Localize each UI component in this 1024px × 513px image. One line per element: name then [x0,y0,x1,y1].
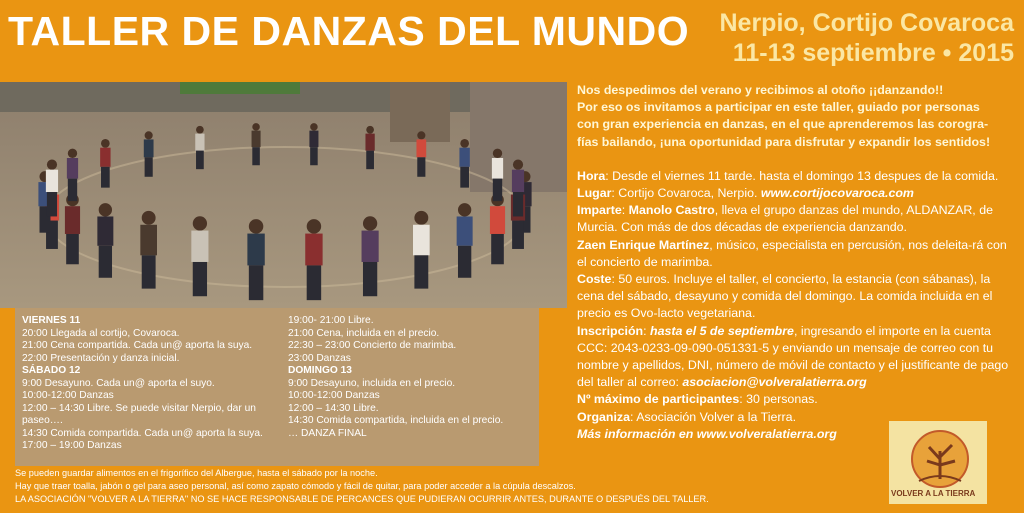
dance-circle-photo [0,82,567,308]
website-link[interactable]: www.cortijocovaroca.com [760,186,914,201]
schedule-entry: 9:00 Desayuno. Cada un@ aporta el suyo. [22,377,215,389]
intro-line: Nos despedimos del verano y recibimos al otoño ¡¡danzando!! [577,83,944,97]
schedule-box [15,308,539,466]
schedule-day-heading: SÁBADO 12 [22,365,81,376]
schedule-entry: 10:00-12:00 Danzas [288,390,380,401]
info-max: Nº máximo de participantes: 30 personas. [577,392,818,407]
schedule-day-heading: DOMINGO 13 [288,365,352,376]
event-dates: 11-13 septiembre • 2015 [732,39,1014,67]
info-lugar: Lugar: Cortijo Covaroca, Nerpio. www.cortijocovaroca.com [577,186,914,201]
intro-line: Por eso os invitamos a participar en este taller, guiado por personas [577,100,980,115]
schedule-entry: 19:00- 21:00 Libre. [288,315,374,326]
schedule-entry: 10:00-12:00 Danzas [22,390,114,401]
info-coste: Coste: 50 euros. Incluye el taller, el concierto, la estancia (con sábanas), la cena del sábado, desayuno y comida del domingo. La comida incluida en el precio es Ovo-lacto vegetariana. [577,272,993,321]
footer-notes [15,467,709,506]
page-title: TALLER DE DANZAS DEL MUNDO [8,8,690,54]
more-info-link[interactable]: Más información en www.volveralatierra.org [577,426,837,441]
info-inscripcion: Inscripción: hasta el 5 de septiembre, ingresando el importe en la cuenta CCC: 2043-0233-09-090-051331-5 y enviando un mensaje de correo con tu nombre y apellidos, DNI, número de móvil de contacto y el justificante de pago del taller al correo: asociacion@volveralatierra.org [577,323,1009,390]
footer-note: Hay que traer toalla, jabón o gel para aseo personal, así como zapato cómodo y fácil de quitar, para poder acceder a la cúpula descalzos. [15,481,576,491]
info-organiza: Organiza: Asociación Volver a la Tierra. [577,409,797,424]
schedule-entry: 22:00 Presentación y danza inicial. [22,352,180,364]
schedule-entry: 17:00 – 19:00 Danzas [22,440,122,451]
schedule-entry: 12:00 – 14:30 Libre. [288,402,379,414]
schedule-entry: 14:30 Comida compartida. Cada un@ aporta la suya. [22,427,263,439]
email-link[interactable]: asociacion@volveralatierra.org [682,375,867,390]
info-hora: Hora: Desde el viernes 11 tarde. hasta el domingo 13 despues de la comida. [577,168,999,183]
event-location-date [720,8,1015,68]
schedule-day-heading: VIERNES 11 [22,315,81,326]
event-place: Nerpio, Cortijo Covaroca [719,9,1014,37]
schedule-entry: 21:00 Cena, incluida en el precio. [288,327,440,339]
schedule-entry: 9:00 Desayuno, incluida en el precio. [288,377,456,389]
event-info [577,82,1013,443]
organization-logo [889,421,987,504]
schedule-entry: 23:00 Danzas [288,352,351,364]
footer-disclaimer: LA ASOCIACIÓN "VOLVER A LA TIERRA" NO SE HACE RESPONSABLE DE PERCANCES QUE PUDIERAN OCURRIR ANTES, DURANTE O DESPUÉS DEL TALLER. [15,494,709,504]
schedule-entry: 20:00 Llegada al cortijo, Covaroca. [22,327,180,339]
footer-note: Se pueden guardar alimentos en el frigorífico del Albergue, hasta el sábado por la noche. [15,468,378,478]
intro-line: con gran experiencia en danzas, en el que aprenderemos las corogra- [577,117,989,132]
intro-text [577,82,1013,151]
intro-line: fías bailando, ¡una oportunidad para disfrutar y expandir los sentidos! [577,134,991,149]
schedule-entry: … DANZA FINAL [288,427,367,439]
schedule-entry: 12:00 – 14:30 Libre. Se puede visitar Nerpio, dar un paseo…. [22,402,256,426]
schedule-column-2 [288,315,533,440]
info-musician: Zaen Enrique Martínez, músico, especialista en percusión, nos deleita-rá con el concierto de marimba. [577,237,1007,269]
schedule-column-1 [22,315,284,453]
logo-text: VOLVER A LA TIERRA [891,489,976,498]
schedule-entry: 14:30 Comida compartida, incluida en el precio. [288,415,504,426]
schedule-entry: 21:00 Cena compartida. Cada un@ aporta la suya. [22,340,253,351]
schedule-entry: 22:30 – 23:00 Concierto de marimba. [288,340,457,351]
info-imparte: Imparte: Manolo Castro, lleva el grupo danzas del mundo, ALDANZAR, de Murcia. Con más de dos décadas de experiencia danzando. [577,203,993,235]
